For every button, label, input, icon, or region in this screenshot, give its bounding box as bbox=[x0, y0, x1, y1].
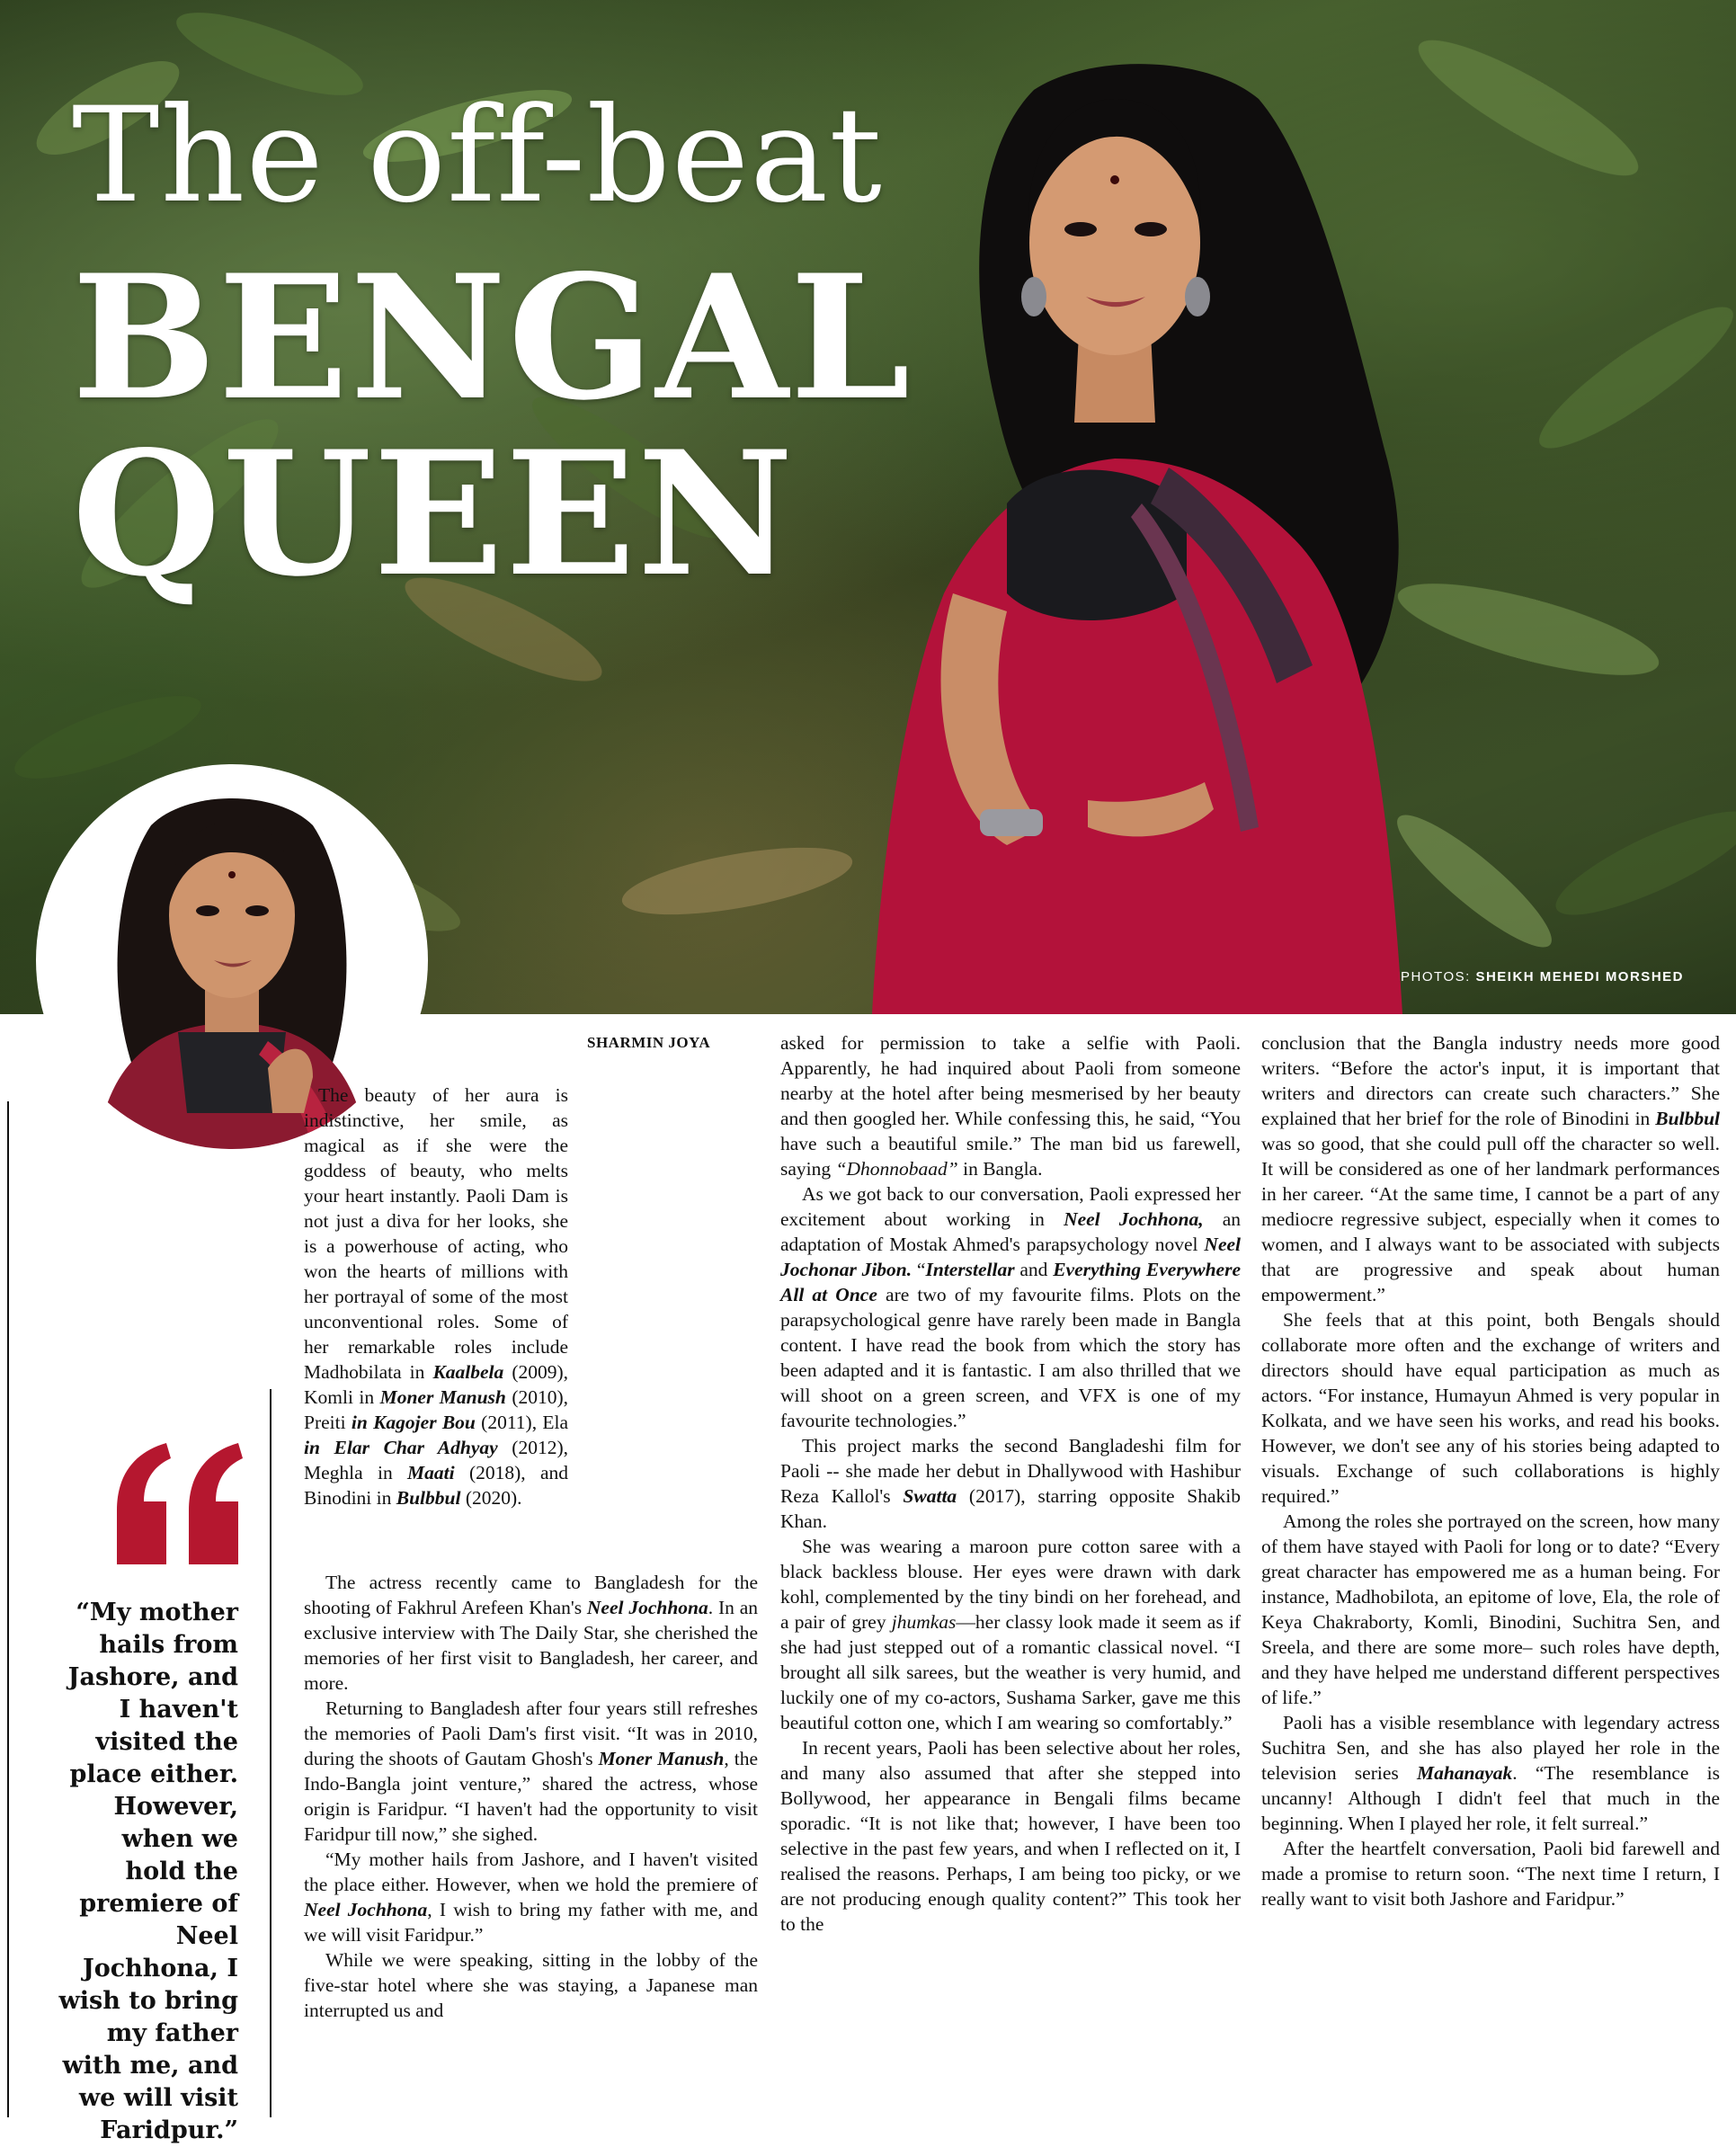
col1-p2a: The actress recently came to Bangladesh for the shooting of Fakhrul Arefeen Khan's bbox=[304, 1572, 758, 1618]
col2-p2d: and bbox=[1019, 1259, 1048, 1280]
article-column-1-text bbox=[304, 1082, 568, 1510]
col1-title-neel-jochhona: Neel Jochhona bbox=[586, 1597, 708, 1618]
col1-p3b: , the Indo-Bangla joint venture,” shared the actress, whose origin is Faridpur. “I haven't had the opportunity to visit Faridpur till now,” she sighed. bbox=[304, 1748, 758, 1845]
photo-credit bbox=[1401, 969, 1684, 984]
col1-shape bbox=[0, 1082, 288, 1406]
col1-p1a: The beauty of her aura is indistinctive, her smile, as magical as if she were the goddess of beauty, who melts your heart instantly. Paoli Dam is not just a diva for her looks, she is a powerhouse of acting, who won the hearts of millions with her portrayal of some of the most unconventional roles. Some of her remarkable roles include Madhobilata in bbox=[304, 1084, 568, 1383]
col2-p1b: in Bangla. bbox=[963, 1158, 1043, 1180]
headline-line-3: QUEEN bbox=[72, 413, 796, 614]
col1-p4a: “My mother hails from Jashore, and I haven't visited the place either. However, when we hold the premiere of bbox=[304, 1849, 758, 1895]
col3-p3: Among the roles she portrayed on the screen, how many of them have stayed with Paoli for long or to date? “Every great character has empowered me as a human being. For instance, Madhobilota, an epitome of love, Ela, the role of Keya Chakraborty, Komli, Binodini, Suchitra Sen, and Sreela, and there are some more– such roles have depth, and they have helped me understand different perspectives of life.” bbox=[1261, 1510, 1720, 1708]
col2-title-interstellar: Interstellar bbox=[925, 1259, 1015, 1280]
article-column-1-lower bbox=[304, 1570, 758, 2023]
col3-title-mahanayak: Mahanayak bbox=[1416, 1762, 1513, 1784]
col3-p4b: . “The resemblance is uncanny! Although I didn't feel that much in the beginning. When I played her role, it felt surreal.” bbox=[1261, 1762, 1720, 1834]
col2-p5: In recent years, Paoli has been selective about her roles, and many also assumed that after she stepped into Bollywood, her appearance in Bengali films became sporadic. “It is not like that; however, I have been too selective in the past few years, and when I reflected on it, I realised the reasons. Perhaps, I am being too picky, or we are not producing enough quality content?” This took her to the bbox=[780, 1737, 1241, 1935]
col1-p1b: (2009), Komli in bbox=[304, 1361, 569, 1408]
col3-p4a: Paoli has a visible resemblance with legendary actress Suchitra Sen, and she has also played her role in the television series bbox=[1261, 1712, 1720, 1784]
col2-p4b: —her classy look made it seem as if she had just stepped out of a romantic classical novel. “I brought all silk sarees, but the weather is very humid, and luckily one of my co-actors, Sushama Sarker, gave me this beautiful cotton one, which I am wearing so comfortably.” bbox=[780, 1611, 1241, 1733]
col1-p2b: . In an exclusive interview with The Daily Star, she cherished the memories of her first visit to Bangladesh, her career, and more. bbox=[304, 1597, 759, 1694]
headline-line-1: The off-beat bbox=[72, 79, 883, 232]
col2-p2c: “ bbox=[916, 1259, 926, 1280]
col1-title-kaalbela: Kaalbela bbox=[432, 1361, 504, 1383]
col2-p2b: an adaptation of Mostak Ahmed's parapsychology novel bbox=[780, 1208, 1242, 1255]
byline: SHARMIN JOYA bbox=[587, 1034, 711, 1051]
col2-jhumkas: jhumkas bbox=[891, 1611, 957, 1633]
col1-title-moner-manush-2: Moner Manush bbox=[598, 1748, 725, 1769]
actress-figure bbox=[845, 36, 1429, 1014]
col1-title-elar-char-adhyay: in Elar Char Adhyay bbox=[304, 1437, 498, 1458]
col2-title-neel-jochhona: Neel Jochhona, bbox=[1064, 1208, 1204, 1230]
col3-p2: She feels that at this point, both Bengals should collaborate more often and the exchange of writers and directors should have equal participation as much as actors. “For instance, Humayun Ahmed is very popular in Kolkata, and we have seen his works, and read his books. However, we don't see any of his stories being adapted to visuals. Exchange of such collaborations is highly required.” bbox=[1261, 1309, 1720, 1507]
quote-mark-icon bbox=[108, 1439, 252, 1573]
col1-title-kagojer-bou: in Kagojer Bou bbox=[351, 1412, 476, 1433]
col1-title-moner-manush: Moner Manush bbox=[379, 1386, 506, 1408]
col2-p2a: As we got back to our conversation, Paoli expressed her excitement about working in bbox=[780, 1183, 1241, 1230]
col1-p1d: (2011), Ela bbox=[481, 1412, 568, 1433]
headline bbox=[72, 79, 913, 614]
pullquote-rule bbox=[270, 1389, 272, 2117]
col1-p4b: , I wish to bring my father with me, and we will visit Faridpur.” bbox=[304, 1899, 758, 1946]
col2-title-everything-everywhere: Everything Everywhere All at Once bbox=[780, 1259, 1241, 1305]
col1-title-maati: Maati bbox=[407, 1462, 455, 1483]
col2-p3b: (2017), starring opposite Shakib Khan. bbox=[780, 1485, 1242, 1532]
col2-p1a: asked for permission to take a selfie with Paoli. Apparently, he had inquired about Paoli from someone nearby at the hotel after being mesmerised by her beauty and then googled her. While confessing this, he said, “You have such a beautiful smile.” The man bid us farewell, saying bbox=[780, 1032, 1241, 1180]
col1-p5: While we were speaking, sitting in the lobby of the five-star hotel where she was staying, a Japanese man interrupted us and bbox=[304, 1949, 758, 2021]
pull-quote: “My mother hails from Jashore, and I haven't visited the place either. However, when we hold the premiere of Neel Jochhona, I wish to bring my father with me, and we will visit Faridpur.” bbox=[58, 1599, 238, 2144]
col3-p1b: was so good, that she could pull off the character so well. It will be considered as one of her landmark performances in her career. “At the same time, I cannot be a part of any mediocre regressive subject, especially when it comes to women, and I always want to be associated with subjects that are progressive and speak about human empowerment.” bbox=[1261, 1133, 1720, 1305]
col1-p3a: Returning to Bangladesh after four years still refreshes the memories of Paoli Dam's first visit. “It was in 2010, during the shoots of Gautam Ghosh's bbox=[304, 1697, 758, 1769]
col1-p1g: (2020). bbox=[465, 1487, 522, 1509]
col2-p4a: She was wearing a maroon pure cotton saree with a black backless blouse. Her eyes were drawn with dark kohl, complemented by the tiny bindi on her forehead, and a pair of grey bbox=[780, 1536, 1241, 1633]
article-column-3 bbox=[1261, 1030, 1720, 1911]
article-column-2 bbox=[780, 1030, 1241, 1937]
col2-dhonnobaad: “Dhonnobaad” bbox=[835, 1158, 958, 1180]
col1-title-bulbbul: Bulbbul bbox=[396, 1487, 461, 1509]
photo-credit-name: SHEIKH MEHEDI MORSHED bbox=[1475, 969, 1684, 984]
col1-p1e: (2012), Meghla in bbox=[304, 1437, 568, 1483]
col3-p5: After the heartfelt conversation, Paoli bid farewell and made a promise to return soon. “The next time I return, I really want to visit both Jashore and Faridpur.” bbox=[1261, 1838, 1720, 1910]
col2-title-neel-jochonar-jibon: Neel Jochonar Jibon. bbox=[780, 1234, 1242, 1280]
col2-title-swatta: Swatta bbox=[903, 1485, 957, 1507]
col1-p1f: (2018), and Binodini in bbox=[304, 1462, 569, 1509]
col2-p3a: This project marks the second Bangladeshi film for Paoli -- she made her debut in Dhallywood with Hashibur Reza Kallol's bbox=[780, 1435, 1241, 1507]
col2-p2e: are two of my favourite films. Plots on the parapsychological genre have rarely been made in Bangla content. I have read the book from which the story has been adapted and it is fantastic. I am also thrilled that we will shoot on a green screen, and VFX is one of my favourite technologies.” bbox=[780, 1284, 1242, 1431]
headline-line-2: BENGAL bbox=[72, 237, 913, 438]
col1-title-neel-jochhona-2: Neel Jochhona bbox=[304, 1899, 428, 1920]
photo-credit-prefix: PHOTOS: bbox=[1401, 969, 1471, 984]
col3-title-bulbbul: Bulbbul bbox=[1655, 1108, 1720, 1129]
col3-p1a: conclusion that the Bangla industry needs more good writers. “Before the actor's input, it is important that writers and directors can create such characters.” She explained that her brief for the role of Binodini in bbox=[1261, 1032, 1720, 1129]
col1-p1c: (2010), Preiti bbox=[304, 1386, 569, 1433]
